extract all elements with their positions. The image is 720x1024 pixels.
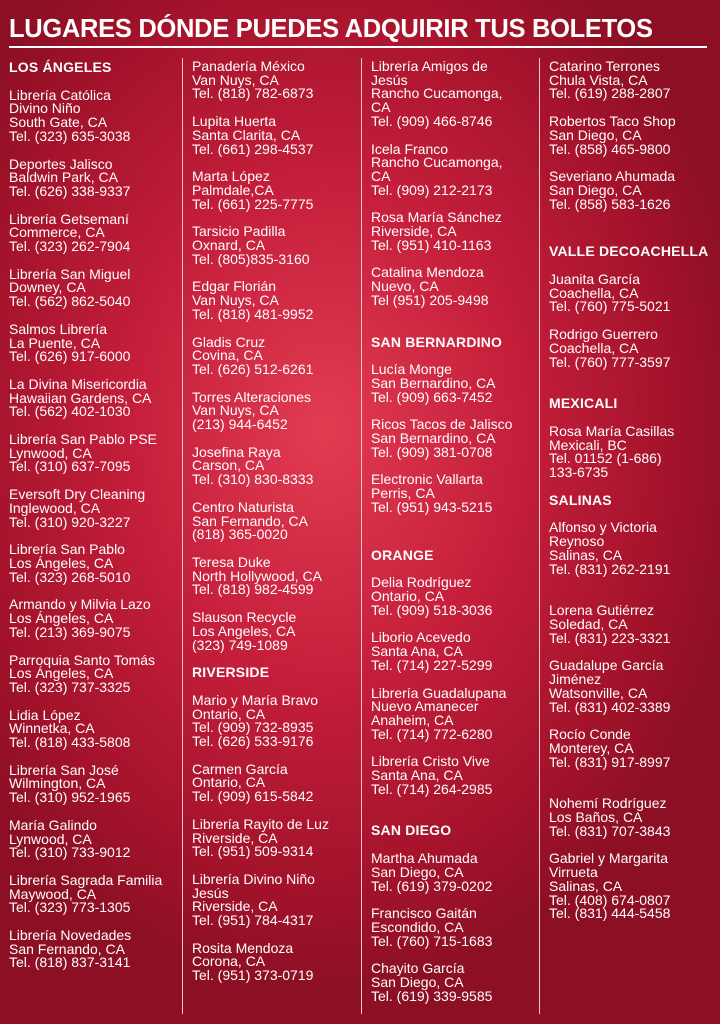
vendor-name: Liborio Acevedo	[371, 629, 471, 646]
vendor-detail: Lynwood, CA	[9, 444, 92, 461]
vendor-name: Catalina Mendoza	[371, 264, 484, 281]
vendor-detail: Tel. (661) 298-4537	[192, 140, 314, 157]
vendor-detail: Tel. (760) 777-3597	[549, 353, 671, 370]
vendor-detail: La Puente, CA	[9, 334, 101, 351]
vendor-entry	[9, 265, 162, 310]
vendor-detail: Tel. (310) 637-7095	[9, 458, 131, 475]
vendor-column	[192, 60, 329, 983]
vendor-entry	[371, 140, 512, 198]
vendor-detail: Tel. (818) 837-3141	[9, 954, 131, 971]
region-heading	[9, 61, 162, 75]
vendor-entry	[192, 815, 329, 860]
vendor-detail: Tel. (909) 518-3036	[371, 601, 493, 618]
vendor-entry	[371, 852, 512, 893]
vendor-detail: Tel. (626) 338-9337	[9, 182, 131, 199]
vendor-name: Nohemí Rodríguez	[549, 795, 667, 812]
vendor-detail: Tel. (909) 381-0708	[371, 443, 493, 460]
vendor-entry	[9, 929, 162, 970]
region-heading	[192, 666, 329, 680]
vendor-detail: Ontario, CA	[192, 774, 266, 791]
vendor-name: Carmen García	[192, 760, 288, 777]
vendor-detail: Van Nuys, CA	[192, 292, 279, 309]
page-title: LUGARES DÓNDE PUEDES ADQUIRIR TUS BOLETOS	[9, 15, 653, 43]
vendor-name: Lupita Huerta	[192, 113, 277, 130]
vendor-entry	[192, 498, 329, 543]
region-heading	[371, 546, 512, 563]
vendor-name: Eversoft Dry Cleaning	[9, 486, 146, 503]
vendor-name: Lucía Monge	[371, 361, 452, 378]
vendor-detail: Tel. (951) 784-4317	[192, 912, 314, 929]
vendor-detail: Salinas, CA	[549, 877, 623, 894]
vendor-detail: Santa Clarita, CA	[192, 126, 301, 143]
vendor-name: Librería Cristo Vive	[371, 753, 490, 770]
vendor-detail: Tel. (714) 227-5299	[371, 656, 493, 673]
vendor-entry	[192, 333, 329, 377]
vendor-detail: Tel. (909) 466-8746	[371, 112, 493, 129]
vendor-detail: Tel. (831) 402-3389	[549, 698, 671, 715]
vendor-detail: Tel. (310) 733-9012	[9, 844, 131, 861]
vendor-detail: Coachella, CA	[549, 339, 639, 356]
vendor-detail: Coachella, CA	[549, 284, 639, 301]
vendor-detail: Tel. (626) 533-9176	[192, 733, 314, 750]
vendor-entry	[192, 553, 329, 598]
vendor-name: Teresa Duke	[192, 553, 271, 570]
vendor-entry	[371, 473, 512, 514]
vendor-entry	[9, 651, 162, 695]
vendor-detail: Nuevo, CA	[371, 278, 439, 295]
vendor-detail: Tel. (831) 262-2191	[549, 560, 671, 577]
vendor-entry	[371, 418, 512, 459]
vendor-name: Salmos Librería	[9, 320, 108, 337]
vendor-detail: Tel. (760) 775-5021	[549, 298, 671, 315]
vendor-detail: Escondido, CA	[371, 918, 464, 935]
region-heading-text: SAN BERNARDINO	[371, 333, 503, 350]
vendor-entry	[371, 907, 512, 948]
vendor-detail: Soledad, CA	[549, 615, 628, 632]
vendor-entry	[192, 170, 329, 211]
vendor-name: Martha Ahumada	[371, 850, 478, 867]
vendor-name: Librería Católica	[9, 86, 111, 103]
vendor-name: Guadalupe García	[549, 657, 664, 674]
vendor-detail: San Diego, CA	[371, 863, 464, 880]
region-heading-text: RIVERSIDE	[192, 664, 270, 681]
title-underline	[9, 46, 707, 48]
vendor-entry	[549, 115, 708, 156]
vendor-detail: Tel. (323) 268-5010	[9, 568, 131, 585]
vendor-entry	[9, 706, 162, 751]
vendor-detail: Tel. (818) 782-6873	[192, 85, 314, 102]
region-heading	[371, 824, 512, 838]
vendor-detail: Tel. (323) 635-3038	[9, 127, 131, 144]
vendor-detail: (213) 944-6452	[192, 416, 288, 433]
vendor-detail: San Diego, CA	[371, 974, 464, 991]
vendor-detail: Tel. (951) 373-0719	[192, 967, 314, 984]
vendor-name: Librería San José	[9, 761, 119, 778]
vendor-name: Mario y María Bravo	[192, 691, 319, 708]
vendor-entry	[9, 86, 162, 144]
vendor-name: Librería Getsemaní	[9, 210, 129, 227]
vendor-name: Robertos Taco Shop	[549, 113, 676, 130]
vendor-entry	[9, 816, 162, 861]
vendor-detail: Jiménez	[549, 671, 602, 688]
vendor-detail: Carson, CA	[192, 457, 265, 474]
vendor-detail: Tel. (661) 225-7775	[192, 195, 314, 212]
vendor-name: Gabriel y Margarita	[549, 850, 669, 867]
region-heading-text: COACHELLA	[618, 243, 709, 260]
vendor-detail: Oxnard, CA	[192, 237, 266, 254]
region-heading-text: SALINAS	[549, 491, 612, 508]
vendor-name: Deportes Jalisco	[9, 155, 113, 172]
vendor-detail: Commerce, CA	[9, 224, 105, 241]
vendor-name: Armando y Milvia Lazo	[9, 596, 151, 613]
vendor-entry	[549, 273, 708, 314]
vendor-detail: Los Ángeles, CA	[9, 665, 114, 682]
vendor-entry	[9, 155, 162, 199]
region-heading	[371, 333, 512, 350]
vendor-detail: Tel. (323) 262-7904	[9, 238, 131, 255]
vendor-detail: Tel. (858) 465-9800	[549, 140, 671, 157]
vendor-detail: Riverside, CA	[192, 898, 278, 915]
column-divider	[361, 58, 362, 1014]
vendor-entry	[9, 598, 162, 639]
vendor-detail: San Fernando, CA	[9, 940, 125, 957]
vendor-entry	[9, 488, 162, 529]
vendor-detail: Tel. (909) 663-7452	[371, 388, 493, 405]
vendor-detail: Tel. (831) 707-3843	[549, 822, 671, 839]
vendor-detail: Inglewood, CA	[9, 499, 101, 516]
vendor-detail: Tel. (818) 433-5808	[9, 734, 131, 751]
vendor-detail: San Bernardino, CA	[371, 374, 496, 391]
region-heading-text: VALLE DE	[549, 243, 619, 260]
vendor-detail: Watsonville, CA	[549, 684, 648, 701]
vendor-entry	[549, 604, 708, 645]
vendor-name: La Divina Misericordia	[9, 375, 147, 392]
vendor-name: Lorena Gutiérrez	[549, 602, 655, 619]
vendor-column	[549, 60, 708, 921]
vendor-detail: Mexicali, BC	[549, 436, 627, 453]
vendor-name: Chayito García	[371, 960, 465, 977]
vendor-name: Gladis Cruz	[192, 333, 266, 350]
vendor-detail: Tel. (909) 212-2173	[371, 181, 493, 198]
vendor-entry	[549, 60, 708, 101]
vendor-entry	[192, 760, 329, 805]
vendor-detail: Tel. (714) 772-6280	[371, 725, 493, 742]
vendor-detail: Monterey, CA	[549, 739, 634, 756]
vendor-name: Francisco Gaitán	[371, 905, 477, 922]
vendor-entry	[192, 225, 329, 266]
vendor-detail: Tel. (909) 615-5842	[192, 788, 314, 805]
vendor-entry	[9, 543, 162, 584]
vendor-detail: Tel. (760) 715-1683	[371, 932, 493, 949]
vendor-detail: Nuevo Amanecer	[371, 698, 479, 715]
vendor-detail: San Diego, CA	[549, 181, 642, 198]
vendor-detail: Los Ángeles, CA	[9, 610, 114, 627]
vendor-detail: Maywood, CA	[9, 885, 97, 902]
vendor-detail: Los Angeles, CA	[192, 622, 296, 639]
vendor-entry	[192, 115, 329, 156]
vendor-entry	[371, 684, 512, 742]
vendor-entry	[371, 576, 512, 617]
vendor-detail: Tel. (562) 402-1030	[9, 403, 131, 420]
vendor-detail: Tel. (909) 732-8935	[192, 719, 314, 736]
vendor-detail: Reynoso	[549, 533, 605, 550]
vendor-name: Rosa María Casillas	[549, 422, 675, 439]
vendor-detail: Tel. (805)835-3160	[192, 250, 310, 267]
vendor-entry	[549, 659, 708, 714]
vendor-entry	[9, 761, 162, 806]
vendor-detail: Tel. (213) 369-9075	[9, 623, 131, 640]
vendor-entry	[371, 266, 512, 307]
vendor-detail: Santa Ana, CA	[371, 767, 463, 784]
region-heading-text: MEXICALI	[549, 395, 618, 412]
vendor-detail: Divino Niño	[9, 100, 81, 117]
vendor-name: Torres Alteraciones	[192, 388, 312, 405]
vendor-entry	[192, 388, 329, 433]
vendor-name: Librería Guadalupana	[371, 684, 507, 701]
vendor-detail: Palmdale,CA	[192, 181, 274, 198]
vendor-detail: Rancho Cucamonga,	[371, 154, 503, 171]
vendor-detail: Tel. (831) 444-5458	[549, 905, 671, 922]
vendor-entry	[9, 375, 162, 420]
vendor-detail: Tel. (858) 583-1626	[549, 195, 671, 212]
vendor-detail: Tel (951) 205-9498	[371, 291, 489, 308]
vendor-entry	[549, 170, 708, 211]
vendor-entry	[192, 611, 329, 652]
vendor-name: Rosita Mendoza	[192, 939, 294, 956]
vendor-detail: Wilmington, CA	[9, 775, 106, 792]
vendor-detail: Tel. (626) 512-6261	[192, 360, 314, 377]
vendor-name: Tarsicio Padilla	[192, 223, 286, 240]
vendor-detail: Chula Vista, CA	[549, 71, 648, 88]
vendor-detail: Tel. 01152 (1-686)	[549, 450, 662, 467]
vendor-name: Rosa María Sánchez	[371, 209, 502, 226]
vendor-detail: Tel. (562) 862-5040	[9, 293, 131, 310]
vendor-name: Marta López	[192, 168, 270, 185]
region-heading	[549, 245, 708, 259]
vendor-entry	[371, 962, 512, 1003]
vendor-name: María Galindo	[9, 816, 97, 833]
vendor-detail: CA	[371, 167, 391, 184]
vendor-detail: Tel. (714) 264-2985	[371, 780, 493, 797]
vendor-detail: Tel. (951) 943-5215	[371, 498, 493, 515]
vendor-entry	[192, 939, 329, 984]
vendor-detail: Downey, CA	[9, 279, 86, 296]
vendor-detail: Tel. (310) 952-1965	[9, 789, 131, 806]
vendor-detail: San Bernardino, CA	[371, 430, 496, 447]
vendor-entry	[549, 852, 708, 921]
vendor-detail: Hawaiian Gardens, CA	[9, 389, 152, 406]
vendor-name: Severiano Ahumada	[549, 168, 676, 185]
vendor-column	[371, 60, 512, 1003]
vendor-detail: Jesús	[371, 71, 408, 88]
vendor-detail: Riverside, CA	[192, 829, 278, 846]
vendor-name: Librería San Miguel	[9, 265, 131, 282]
vendor-detail: Tel. (619) 339-9585	[371, 987, 493, 1004]
vendor-name: Librería San Pablo	[9, 541, 125, 558]
vendor-entry	[371, 755, 512, 796]
region-heading-text: ORANGE	[371, 546, 434, 563]
vendor-entry	[192, 870, 329, 929]
vendor-name: Rocío Conde	[549, 726, 631, 743]
vendor-detail: Los Baños, CA	[549, 809, 643, 826]
vendor-detail: Santa Ana, CA	[371, 643, 463, 660]
vendor-entry	[9, 320, 162, 365]
vendor-detail: Los Ángeles, CA	[9, 554, 114, 571]
vendor-detail: Perris, CA	[371, 485, 435, 502]
vendor-detail: Tel. (310) 830-8333	[192, 471, 314, 488]
region-heading	[549, 397, 708, 411]
vendor-name: Panadería México	[192, 58, 305, 74]
vendor-detail: Salinas, CA	[549, 546, 623, 563]
vendor-detail: Van Nuys, CA	[192, 71, 279, 88]
vendor-entry	[549, 328, 708, 369]
vendor-entry	[549, 422, 708, 481]
vendor-entry	[9, 871, 163, 916]
vendor-detail: Van Nuys, CA	[192, 402, 279, 419]
vendor-name: Librería Sagrada Familia	[9, 871, 163, 888]
vendor-name: Electronic Vallarta	[371, 471, 483, 488]
vendor-detail: Ontario, CA	[192, 705, 266, 722]
vendor-name: Josefina Raya	[192, 443, 281, 460]
vendor-detail: CA	[371, 99, 391, 116]
vendor-name: Centro Naturista	[192, 498, 294, 515]
vendor-entry	[9, 433, 162, 474]
vendor-detail: Tel. (951) 410-1163	[371, 236, 492, 253]
vendor-entry	[192, 60, 329, 101]
vendor-detail: Tel. (831) 223-3321	[549, 629, 671, 646]
vendor-name: Librería Divino Niño	[192, 870, 315, 887]
vendor-detail: Tel. (626) 917-6000	[9, 348, 131, 365]
vendor-name: Librería Novedades	[9, 927, 132, 944]
vendor-name: Juanita García	[549, 271, 641, 288]
vendor-detail: Rancho Cucamonga,	[371, 85, 503, 102]
vendor-entry	[371, 60, 512, 129]
vendor-detail: Tel. (323) 773-1305	[9, 899, 131, 916]
column-divider	[539, 58, 540, 1014]
vendor-detail: Tel. (619) 379-0202	[371, 877, 493, 894]
vendor-detail: Baldwin Park, CA	[9, 169, 118, 186]
vendor-name: Ricos Tacos de Jalisco	[371, 416, 513, 433]
vendor-detail: (323) 749-1089	[192, 636, 288, 653]
vendor-detail: (818) 365-0020	[192, 526, 288, 543]
vendor-entry	[549, 521, 708, 576]
vendor-name: Alfonso y Victoria	[549, 519, 657, 536]
vendor-name: Catarino Terrones	[549, 58, 661, 74]
vendor-detail: 133-6735	[549, 464, 609, 481]
vendor-detail: Tel. (951) 509-9314	[192, 843, 314, 860]
vendor-detail: San Fernando, CA	[192, 512, 308, 529]
vendor-detail: South Gate, CA	[9, 114, 108, 131]
vendor-detail: Corona, CA	[192, 953, 266, 970]
vendor-entry	[549, 797, 708, 838]
region-heading-text: SAN DIEGO	[371, 822, 452, 839]
vendor-name: Librería Amigos de	[371, 58, 488, 74]
vendor-name: Edgar Florián	[192, 278, 277, 295]
region-heading-text: LOS ÁNGELES	[9, 59, 112, 75]
vendor-detail: Tel. (818) 481-9952	[192, 305, 314, 322]
vendor-detail: Jesús	[192, 884, 229, 901]
vendor-detail: Virrueta	[549, 864, 598, 881]
vendor-name: Slauson Recycle	[192, 609, 297, 626]
vendor-name: Librería Rayito de Luz	[192, 815, 329, 832]
vendor-name: Parroquia Santo Tomás	[9, 651, 156, 668]
vendor-detail: Tel. (310) 920-3227	[9, 513, 131, 530]
vendor-name: Librería San Pablo PSE	[9, 431, 157, 448]
region-heading	[549, 491, 708, 508]
vendor-detail: Tel. (323) 737-3325	[9, 678, 131, 695]
vendor-detail: Ontario, CA	[371, 587, 445, 604]
vendor-entry	[371, 631, 512, 672]
vendor-detail: Tel. (818) 982-4599	[192, 581, 314, 598]
vendor-name: Rodrigo Guerrero	[549, 326, 658, 343]
vendor-detail: Tel. (831) 917-8997	[549, 753, 671, 770]
vendor-detail: Anaheim, CA	[371, 711, 454, 728]
vendor-detail: Tel. (619) 288-2807	[549, 85, 671, 102]
vendor-entry	[371, 363, 512, 404]
vendor-entry	[9, 210, 162, 255]
vendor-entry	[371, 211, 512, 252]
vendor-entry	[549, 728, 708, 769]
vendor-column	[9, 61, 162, 970]
vendor-detail: Tel. (408) 674-0807	[549, 891, 671, 908]
vendor-name: Lidia López	[9, 706, 81, 723]
vendor-entry	[192, 691, 329, 750]
vendor-detail: Lynwood, CA	[9, 830, 92, 847]
column-divider	[182, 58, 183, 1014]
vendor-entry	[192, 443, 329, 488]
vendor-entry	[192, 280, 329, 321]
vendor-name: Delia Rodríguez	[371, 574, 472, 591]
vendor-detail: North Hollywood, CA	[192, 567, 322, 584]
vendor-detail: San Diego, CA	[549, 126, 642, 143]
vendor-name: Icela Franco	[371, 140, 449, 157]
vendor-detail: Winnetka, CA	[9, 720, 95, 737]
vendor-detail: Covina, CA	[192, 347, 263, 364]
vendor-detail: Riverside, CA	[371, 223, 457, 240]
